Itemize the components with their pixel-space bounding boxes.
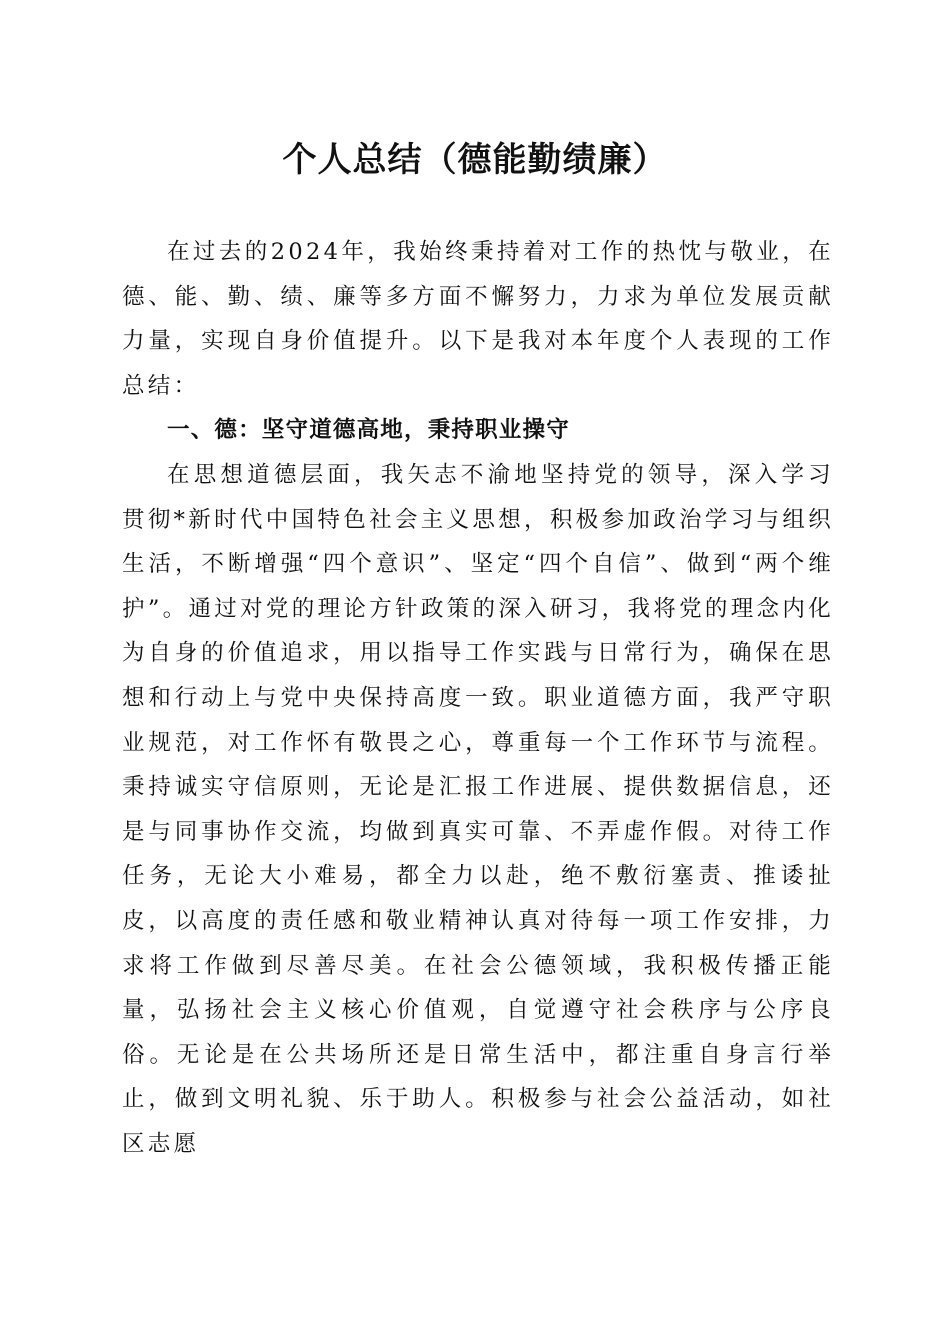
intro-paragraph: 在过去的2024年，我始终秉持着对工作的热忱与敬业，在德、能、勤、绩、廉等多方面不懈努力，力求为单位发展贡献力量，实现自身价值提升。以下是我对本年度个人表现的工作总结：: [122, 239, 834, 399]
document-body: [122, 230, 834, 1166]
document-title: 个人总结（德能勤绩廉）: [282, 140, 668, 180]
section-heading-de: 一、德：坚守道德高地，秉持职业操守: [167, 417, 570, 444]
section-paragraph-de: 在思想道德层面，我矢志不渝地坚持党的领导，深入学习贯彻*新时代中国特色社会主义思想，积极参加政治学习与组织生活，不断增强“四个意识”、坚定“四个自信”、做到“两个维护”。通过对党的理论方针政策的深入研习，我将党的理念内化为自身的价值追求，用以指导工作实践与日常行为，确保在思想和行动上与党中央保持高度一致。职业道德方面，我严守职业规范，对工作怀有敬畏之心，尊重每一个工作环节与流程。秉持诚实守信原则，无论是汇报工作进展、提供数据信息，还是与同事协作交流，均做到真实可靠、不弄虚作假。对待工作任务，无论大小难易，都全力以赴，绝不敷衍塞责、推诿扯皮，以高度的责任感和敬业精神认真对待每一项工作安排，力求将工作做到尽善尽美。在社会公德领域，我积极传播正能量，弘扬社会主义核心价值观，自觉遵守社会秩序与公序良俗。无论是在公共场所还是日常生活中，都注重自身言行举止，做到文明礼貌、乐于助人。积极参与社会公益活动，如社区志愿: [122, 461, 834, 1157]
